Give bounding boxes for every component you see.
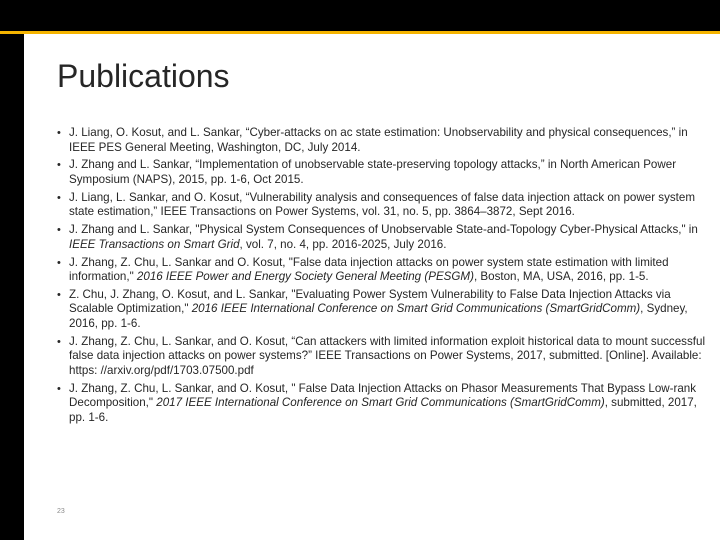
citation-text: J. Liang, O. Kosut, and L. Sankar, “Cyber-attacks on ac state estimation: Unobservability and physical consequences,” in IEEE PES General Meeting, Washington, DC, July 2014. <box>69 126 688 154</box>
publication-list <box>57 126 707 429</box>
citation-venue: 2016 IEEE International Conference on Smart Grid Communications (SmartGridComm) <box>191 302 641 316</box>
citation-text: J. Zhang, Z. Chu, L. Sankar, and O. Kosut, “Can attackers with limited information exploit historical data to mount successful false data injection attacks on power systems?” IEEE Transactions on Power Systems, 2017, submitted. [Online]. Available: https: //arxiv.org/pdf/1703.07500.pdf <box>69 334 706 378</box>
publication-item <box>57 288 707 332</box>
top-gold-accent-line <box>0 31 720 34</box>
citation-text: Z. Chu, J. Zhang, O. Kosut, and L. Sankar, "Evaluating Power System Vulnerability to False Data Injection Attacks via Scalable Optimization," <box>69 287 671 316</box>
slide-title: Publications <box>57 58 230 94</box>
citation-venue: 2017 IEEE International Conference on Smart Grid Communications (SmartGridComm) <box>156 396 605 410</box>
publication-item <box>57 382 707 426</box>
top-black-bar <box>0 0 720 31</box>
citation-venue: 2016 IEEE Power and Energy Society General Meeting (PESGM) <box>136 270 474 284</box>
citation-text: J. Zhang and L. Sankar, “Implementation of unobservable state-preserving topology attacks,” in North American Power Symposium (NAPS), 2015, pp. 1-6, Oct 2015. <box>69 158 677 186</box>
publication-item <box>57 126 707 155</box>
left-black-bar <box>0 34 24 540</box>
citation-details: , vol. 7, no. 4, pp. 2016-2025, July 2016. <box>239 237 447 251</box>
publication-item <box>57 335 707 379</box>
publication-item <box>57 191 707 220</box>
citation-details: , Boston, MA, USA, 2016, pp. 1-5. <box>473 270 649 284</box>
slide-page-number: 23 <box>57 508 65 515</box>
publication-item <box>57 223 707 252</box>
publication-item <box>57 158 707 187</box>
citation-venue: IEEE Transactions on Smart Grid <box>69 237 240 251</box>
citation-text: J. Zhang, Z. Chu, L. Sankar, and O. Kosut, " False Data Injection Attacks on Phasor Measurements That Bypass Low-rank Decomposition," <box>69 381 697 410</box>
citation-text: J. Zhang, Z. Chu, L. Sankar and O. Kosut, "False data injection attacks on power system state estimation with limited information," <box>69 255 669 284</box>
citation-details: , submitted, 2017, pp. 1-6. <box>69 396 697 424</box>
citation-text: J. Liang, L. Sankar, and O. Kosut, “Vulnerability analysis and consequences of false data injection attack on power system state estimation,” IEEE Transactions on Power Systems, vol. 31, no. 5, pp. 3864–3872, Sept 2016. <box>69 190 695 219</box>
citation-text: J. Zhang and L. Sankar, "Physical System Consequences of Unobservable State-and-Topology Cyber-Physical Attacks," in <box>69 223 698 237</box>
publication-item <box>57 256 707 285</box>
citation-details: , Sydney, 2016, pp. 1-6. <box>69 302 688 331</box>
